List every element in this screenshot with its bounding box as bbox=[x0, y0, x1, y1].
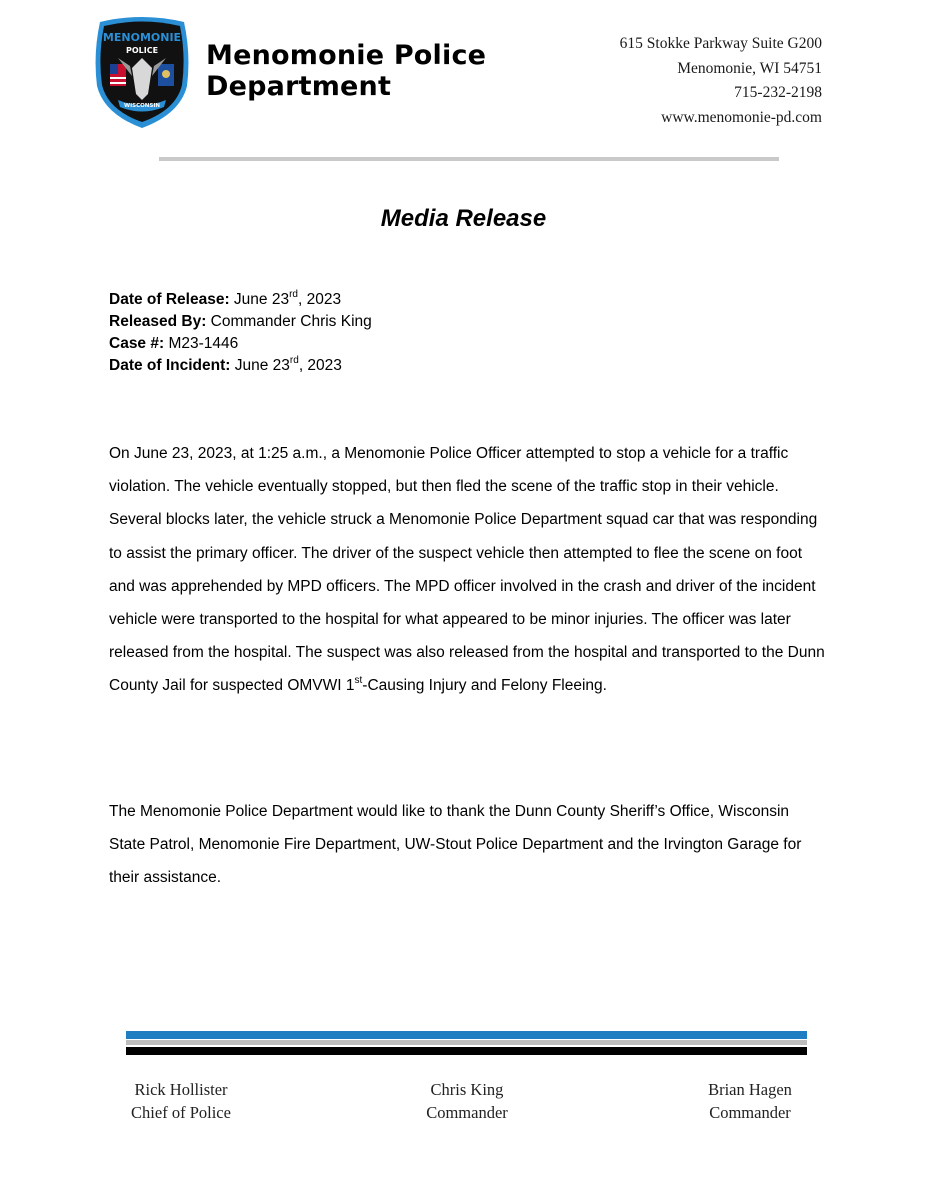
incident-date-label: Date of Incident: bbox=[109, 357, 231, 374]
address-line2: Menomonie, WI 54751 bbox=[677, 59, 822, 77]
release-metadata bbox=[109, 289, 372, 377]
header-divider bbox=[159, 157, 779, 161]
signatory-title: Chief of Police bbox=[131, 1103, 231, 1122]
case-number-row bbox=[109, 333, 372, 355]
released-by-label: Released By: bbox=[109, 313, 207, 330]
footer-blue-stripe bbox=[126, 1031, 807, 1039]
signatory-chief bbox=[118, 1078, 244, 1124]
incident-date-row bbox=[109, 355, 372, 377]
signatory-name: Chris King bbox=[430, 1080, 504, 1099]
department-name-line2: Department bbox=[206, 71, 392, 102]
police-badge-logo bbox=[92, 14, 192, 130]
contact-block bbox=[620, 32, 822, 130]
release-date-label: Date of Release: bbox=[109, 291, 230, 308]
department-name-line1: Menomonie Police bbox=[206, 40, 487, 71]
signatory-commander-hagen bbox=[687, 1078, 813, 1124]
footer-black-stripe bbox=[126, 1047, 807, 1055]
case-number-value: M23-1446 bbox=[168, 335, 239, 352]
release-date-row bbox=[109, 289, 372, 311]
signatory-commander-king bbox=[404, 1078, 530, 1124]
release-date-value: June 23rd, 2023 bbox=[233, 288, 342, 308]
document-title: Media Release bbox=[380, 205, 547, 232]
department-name bbox=[206, 40, 486, 102]
case-number-label: Case #: bbox=[109, 335, 165, 352]
released-by-value: Commander Chris King bbox=[210, 313, 372, 330]
badge-sub-text: POLICE bbox=[125, 46, 159, 55]
incident-date-value: June 23rd, 2023 bbox=[234, 354, 342, 374]
badge-banner-text: WISCONSIN bbox=[124, 103, 160, 109]
signatory-name: Brian Hagen bbox=[708, 1080, 792, 1099]
phone-number: 715-232-2198 bbox=[734, 84, 822, 101]
incident-paragraph: On June 23, 2023, at 1:25 a.m., a Menomonie Police Officer attempted to stop a vehicle for a traffic violation. The vehicle eventually stopped, but then fled the scene of the traffic stop in their vehicle. Several blocks later, the vehicle struck a Menomonie Police Department squad car that was responding to assist the primary officer. The driver of the suspect vehicle then attempted to flee the scene on foot and was apprehended by MPD officers. The MPD officer involved in the crash and driver of the incident vehicle were transported to the hospital for what appeared to be minor injuries. The officer was later released from the hospital. The suspect was also released from the hospital and transported to the Dunn County Jail for suspected OMVWI 1st-Causing Injury and Felony Fleeing. bbox=[109, 445, 825, 695]
badge-top-text: MENOMONIE bbox=[102, 31, 182, 44]
released-by-row bbox=[109, 311, 372, 333]
acknowledgement-paragraph: The Menomonie Police Department would like to thank the Dunn County Sheriff’s Office, Wisconsin State Patrol, Menomonie Fire Department, UW-Stout Police Department and the Irvington Garage for their assistance. bbox=[109, 803, 802, 887]
signatory-name: Rick Hollister bbox=[134, 1080, 228, 1099]
signatory-title: Commander bbox=[709, 1103, 791, 1122]
address-line1: 615 Stokke Parkway Suite G200 bbox=[619, 35, 822, 52]
signatory-title: Commander bbox=[426, 1103, 508, 1122]
website-link[interactable]: www.menomonie-pd.com bbox=[661, 108, 822, 126]
footer-gray-stripe bbox=[126, 1040, 807, 1045]
